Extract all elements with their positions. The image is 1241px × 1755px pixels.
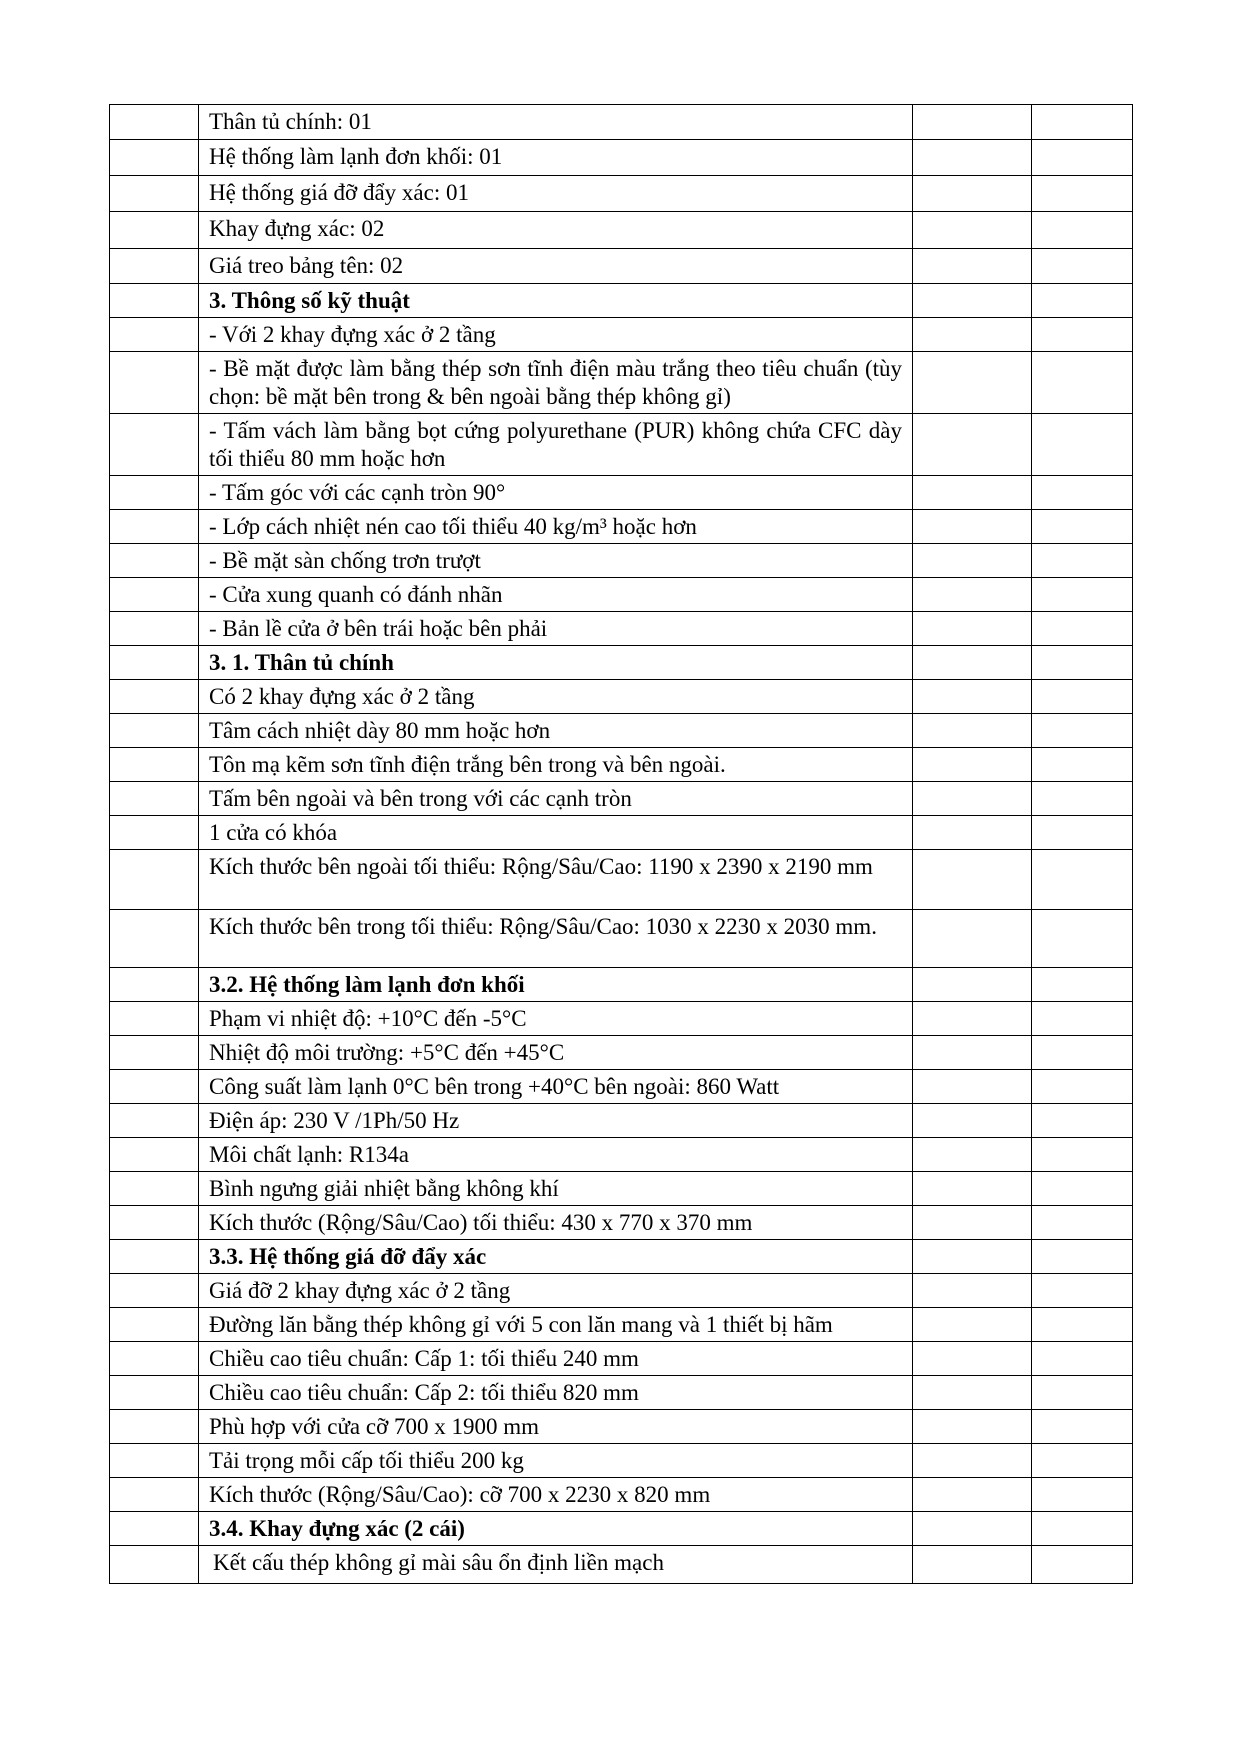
spec-text-cell	[199, 414, 913, 476]
spec-text: Đường lăn bằng thép không gỉ với 5 con lăn mang và 1 thiết bị hãm	[209, 1312, 833, 1337]
empty-cell	[913, 968, 1032, 1002]
empty-cell	[913, 680, 1032, 714]
spec-text-cell	[199, 318, 913, 352]
empty-cell	[1032, 1104, 1133, 1138]
spec-text: Công suất làm lạnh 0°C bên trong +40°C bên ngoài: 860 Watt	[209, 1074, 780, 1099]
empty-cell	[1032, 510, 1133, 544]
table-row	[110, 1376, 1133, 1410]
empty-cell	[913, 1172, 1032, 1206]
spec-text-cell	[199, 176, 913, 212]
spec-text-cell	[199, 1376, 913, 1410]
spec-text-cell	[199, 1070, 913, 1104]
empty-cell	[1032, 1342, 1133, 1376]
table-row	[110, 1546, 1133, 1584]
table-row	[110, 578, 1133, 612]
spec-text-cell	[199, 1274, 913, 1308]
spec-text: Khay đựng xác: 02	[209, 216, 385, 241]
empty-cell	[913, 510, 1032, 544]
table-row	[110, 1206, 1133, 1240]
spec-text-cell	[199, 1478, 913, 1512]
spec-text: Tải trọng mỗi cấp tối thiểu 200 kg	[209, 1448, 524, 1473]
empty-cell	[913, 748, 1032, 782]
empty-cell	[1032, 212, 1133, 249]
spec-text: Bình ngưng giải nhiệt bằng không khí	[209, 1176, 559, 1201]
index-cell	[110, 414, 199, 476]
empty-cell	[913, 612, 1032, 646]
spec-text-cell	[199, 1444, 913, 1478]
spec-text-cell	[199, 105, 913, 140]
empty-cell	[1032, 1138, 1133, 1172]
spec-text-cell	[199, 850, 913, 910]
spec-text-cell	[199, 816, 913, 850]
spec-text: Giá treo bảng tên: 02	[209, 253, 404, 278]
spec-text: Hệ thống giá đỡ đẩy xác: 01	[209, 180, 469, 205]
empty-cell	[913, 1240, 1032, 1274]
spec-text: - Tấm vách làm bằng bọt cứng polyurethane (PUR) không chứa CFC dày tối thiểu 80 mm hoặc hơn	[209, 418, 902, 471]
index-cell	[110, 476, 199, 510]
empty-cell	[913, 414, 1032, 476]
index-cell	[110, 850, 199, 910]
empty-cell	[913, 578, 1032, 612]
empty-cell	[1032, 1546, 1133, 1584]
index-cell	[110, 1376, 199, 1410]
empty-cell	[1032, 1308, 1133, 1342]
index-cell	[110, 1138, 199, 1172]
spec-text: Thân tủ chính: 01	[209, 109, 372, 134]
spec-text: Kích thước bên trong tối thiểu: Rộng/Sâu/Cao: 1030 x 2230 x 2030 mm.	[209, 914, 877, 939]
table-row	[110, 544, 1133, 578]
empty-cell	[1032, 646, 1133, 680]
index-cell	[110, 1444, 199, 1478]
index-cell	[110, 1512, 199, 1546]
index-cell	[110, 748, 199, 782]
spec-text: Phạm vi nhiệt độ: +10°C đến -5°C	[209, 1006, 527, 1031]
spec-text: - Bản lề cửa ở bên trái hoặc bên phải	[209, 616, 548, 641]
empty-cell	[1032, 249, 1133, 284]
empty-cell	[913, 1308, 1032, 1342]
index-cell	[110, 816, 199, 850]
table-row	[110, 284, 1133, 318]
empty-cell	[913, 249, 1032, 284]
table-row	[110, 1478, 1133, 1512]
index-cell	[110, 176, 199, 212]
spec-text-cell	[199, 1546, 913, 1584]
empty-cell	[1032, 968, 1133, 1002]
index-cell	[110, 968, 199, 1002]
section-heading-cell	[199, 1512, 913, 1546]
index-cell	[110, 352, 199, 414]
spec-text: Có 2 khay đựng xác ở 2 tầng	[209, 684, 475, 709]
empty-cell	[1032, 782, 1133, 816]
empty-cell	[913, 782, 1032, 816]
index-cell	[110, 1410, 199, 1444]
empty-cell	[1032, 414, 1133, 476]
index-cell	[110, 544, 199, 578]
spec-text-cell	[199, 578, 913, 612]
index-cell	[110, 318, 199, 352]
empty-cell	[1032, 1444, 1133, 1478]
empty-cell	[913, 1206, 1032, 1240]
spec-text: - Với 2 khay đựng xác ở 2 tầng	[209, 322, 496, 347]
index-cell	[110, 105, 199, 140]
empty-cell	[913, 1002, 1032, 1036]
empty-cell	[1032, 1002, 1133, 1036]
table-row	[110, 714, 1133, 748]
spec-text: Kích thước (Rộng/Sâu/Cao) tối thiểu: 430 x 770 x 370 mm	[209, 1210, 753, 1235]
empty-cell	[1032, 680, 1133, 714]
index-cell	[110, 1274, 199, 1308]
empty-cell	[1032, 318, 1133, 352]
index-cell	[110, 578, 199, 612]
index-cell	[110, 284, 199, 318]
spec-text-cell	[199, 1104, 913, 1138]
empty-cell	[1032, 1070, 1133, 1104]
index-cell	[110, 1240, 199, 1274]
index-cell	[110, 646, 199, 680]
section-heading: 3. Thông số kỹ thuật	[209, 288, 410, 313]
empty-cell	[913, 318, 1032, 352]
empty-cell	[913, 544, 1032, 578]
empty-cell	[1032, 1206, 1133, 1240]
spec-text: - Lớp cách nhiệt nén cao tối thiểu 40 kg/m³ hoặc hơn	[209, 514, 697, 539]
empty-cell	[913, 284, 1032, 318]
empty-cell	[913, 714, 1032, 748]
spec-text: Kích thước (Rộng/Sâu/Cao): cỡ 700 x 2230 x 820 mm	[209, 1482, 711, 1507]
empty-cell	[913, 1104, 1032, 1138]
index-cell	[110, 249, 199, 284]
spec-text-cell	[199, 1172, 913, 1206]
empty-cell	[913, 1376, 1032, 1410]
index-cell	[110, 1308, 199, 1342]
table-row	[110, 850, 1133, 910]
empty-cell	[1032, 352, 1133, 414]
table-row	[110, 1002, 1133, 1036]
spec-text: Nhiệt độ môi trường: +5°C đến +45°C	[209, 1040, 565, 1065]
empty-cell	[913, 646, 1032, 680]
empty-cell	[913, 1410, 1032, 1444]
table-row	[110, 1172, 1133, 1206]
spec-text: Giá đỡ 2 khay đựng xác ở 2 tầng	[209, 1278, 511, 1303]
section-heading-cell	[199, 284, 913, 318]
table-row	[110, 476, 1133, 510]
spec-text: Kết cấu thép không gỉ mài sâu ổn định liền mạch	[213, 1550, 664, 1575]
index-cell	[110, 1070, 199, 1104]
section-heading: 3. 1. Thân tủ chính	[209, 650, 394, 675]
empty-cell	[1032, 910, 1133, 968]
table-row	[110, 680, 1133, 714]
spec-text-cell	[199, 1308, 913, 1342]
table-row	[110, 176, 1133, 212]
empty-cell	[1032, 850, 1133, 910]
table-row	[110, 414, 1133, 476]
index-cell	[110, 510, 199, 544]
empty-cell	[913, 1070, 1032, 1104]
index-cell	[110, 1104, 199, 1138]
table-row	[110, 249, 1133, 284]
spec-text: - Bề mặt sàn chống trơn trượt	[209, 548, 481, 573]
spec-text: Hệ thống làm lạnh đơn khối: 01	[209, 144, 503, 169]
empty-cell	[913, 1274, 1032, 1308]
empty-cell	[1032, 816, 1133, 850]
empty-cell	[1032, 1478, 1133, 1512]
spec-table-body	[110, 105, 1133, 1584]
table-row	[110, 910, 1133, 968]
table-row	[110, 782, 1133, 816]
table-row	[110, 646, 1133, 680]
spec-text: - Bề mặt được làm bằng thép sơn tĩnh điện màu trắng theo tiêu chuẩn (tùy chọn: bề mặt bên trong & bên ngoài bằng thép không gỉ)	[209, 356, 902, 409]
spec-text-cell	[199, 1002, 913, 1036]
index-cell	[110, 212, 199, 249]
table-row	[110, 1070, 1133, 1104]
spec-table	[109, 104, 1133, 1584]
table-row	[110, 105, 1133, 140]
empty-cell	[1032, 140, 1133, 176]
table-row	[110, 1138, 1133, 1172]
table-row	[110, 968, 1133, 1002]
empty-cell	[1032, 1512, 1133, 1546]
table-row	[110, 318, 1133, 352]
table-row	[110, 1342, 1133, 1376]
index-cell	[110, 1546, 199, 1584]
index-cell	[110, 1206, 199, 1240]
table-row	[110, 1104, 1133, 1138]
empty-cell	[913, 1512, 1032, 1546]
spec-text-cell	[199, 249, 913, 284]
empty-cell	[1032, 476, 1133, 510]
spec-text-cell	[199, 714, 913, 748]
empty-cell	[913, 140, 1032, 176]
table-row	[110, 212, 1133, 249]
spec-text: Môi chất lạnh: R134a	[209, 1142, 409, 1167]
empty-cell	[1032, 284, 1133, 318]
empty-cell	[1032, 578, 1133, 612]
spec-text: Tâm cách nhiệt dày 80 mm hoặc hơn	[209, 718, 551, 743]
table-row	[110, 748, 1133, 782]
table-row	[110, 140, 1133, 176]
table-row	[110, 1274, 1133, 1308]
spec-text-cell	[199, 476, 913, 510]
section-heading: 3.4. Khay đựng xác (2 cái)	[209, 1516, 465, 1541]
empty-cell	[913, 1138, 1032, 1172]
index-cell	[110, 140, 199, 176]
section-heading-cell	[199, 646, 913, 680]
spec-text-cell	[199, 1342, 913, 1376]
empty-cell	[1032, 176, 1133, 212]
section-heading: 3.2. Hệ thống làm lạnh đơn khối	[209, 972, 525, 997]
section-heading-cell	[199, 968, 913, 1002]
section-heading-cell	[199, 1240, 913, 1274]
empty-cell	[913, 1478, 1032, 1512]
empty-cell	[1032, 1172, 1133, 1206]
table-row	[110, 612, 1133, 646]
spec-text-cell	[199, 1410, 913, 1444]
empty-cell	[913, 352, 1032, 414]
table-row	[110, 1512, 1133, 1546]
spec-text-cell	[199, 510, 913, 544]
empty-cell	[1032, 1274, 1133, 1308]
empty-cell	[1032, 105, 1133, 140]
table-row	[110, 352, 1133, 414]
spec-text-cell	[199, 680, 913, 714]
spec-text-cell	[199, 782, 913, 816]
table-row	[110, 1410, 1133, 1444]
spec-text: 1 cửa có khóa	[209, 820, 338, 845]
empty-cell	[913, 1036, 1032, 1070]
index-cell	[110, 1036, 199, 1070]
empty-cell	[913, 212, 1032, 249]
index-cell	[110, 1002, 199, 1036]
empty-cell	[1032, 612, 1133, 646]
spec-text-cell	[199, 1036, 913, 1070]
table-row	[110, 816, 1133, 850]
index-cell	[110, 1342, 199, 1376]
spec-text: - Cửa xung quanh có đánh nhãn	[209, 582, 503, 607]
empty-cell	[913, 1342, 1032, 1376]
empty-cell	[1032, 1376, 1133, 1410]
table-row	[110, 1444, 1133, 1478]
spec-text: Phù hợp với cửa cỡ 700 x 1900 mm	[209, 1414, 540, 1439]
empty-cell	[1032, 714, 1133, 748]
index-cell	[110, 612, 199, 646]
empty-cell	[913, 1444, 1032, 1478]
spec-text: Chiều cao tiêu chuẩn: Cấp 2: tối thiểu 820 mm	[209, 1380, 639, 1405]
empty-cell	[913, 476, 1032, 510]
spec-text: Chiều cao tiêu chuẩn: Cấp 1: tối thiểu 240 mm	[209, 1346, 639, 1371]
spec-text-cell	[199, 612, 913, 646]
spec-text-cell	[199, 352, 913, 414]
empty-cell	[1032, 1410, 1133, 1444]
table-row	[110, 1036, 1133, 1070]
spec-text: Tôn mạ kẽm sơn tĩnh điện trắng bên trong và bên ngoài.	[209, 752, 726, 777]
index-cell	[110, 1172, 199, 1206]
empty-cell	[1032, 544, 1133, 578]
index-cell	[110, 680, 199, 714]
spec-text: Tấm bên ngoài và bên trong với các cạnh tròn	[209, 786, 632, 811]
table-row	[110, 1240, 1133, 1274]
spec-text-cell	[199, 1206, 913, 1240]
section-heading: 3.3. Hệ thống giá đỡ đẩy xác	[209, 1244, 487, 1269]
spec-text-cell	[199, 910, 913, 968]
spec-text: Điện áp: 230 V /1Ph/50 Hz	[209, 1108, 460, 1133]
spec-text-cell	[199, 544, 913, 578]
table-row	[110, 510, 1133, 544]
empty-cell	[1032, 1240, 1133, 1274]
index-cell	[110, 910, 199, 968]
spec-text-cell	[199, 1138, 913, 1172]
spec-text-cell	[199, 140, 913, 176]
empty-cell	[913, 850, 1032, 910]
empty-cell	[913, 176, 1032, 212]
empty-cell	[913, 1546, 1032, 1584]
empty-cell	[1032, 748, 1133, 782]
spec-text-cell	[199, 212, 913, 249]
table-row	[110, 1308, 1133, 1342]
index-cell	[110, 782, 199, 816]
index-cell	[110, 1478, 199, 1512]
empty-cell	[913, 910, 1032, 968]
spec-text-cell	[199, 748, 913, 782]
empty-cell	[1032, 1036, 1133, 1070]
index-cell	[110, 714, 199, 748]
empty-cell	[913, 105, 1032, 140]
spec-text: Kích thước bên ngoài tối thiểu: Rộng/Sâu/Cao: 1190 x 2390 x 2190 mm	[209, 854, 873, 879]
spec-text: - Tấm góc với các cạnh tròn 90°	[209, 480, 506, 505]
empty-cell	[913, 816, 1032, 850]
